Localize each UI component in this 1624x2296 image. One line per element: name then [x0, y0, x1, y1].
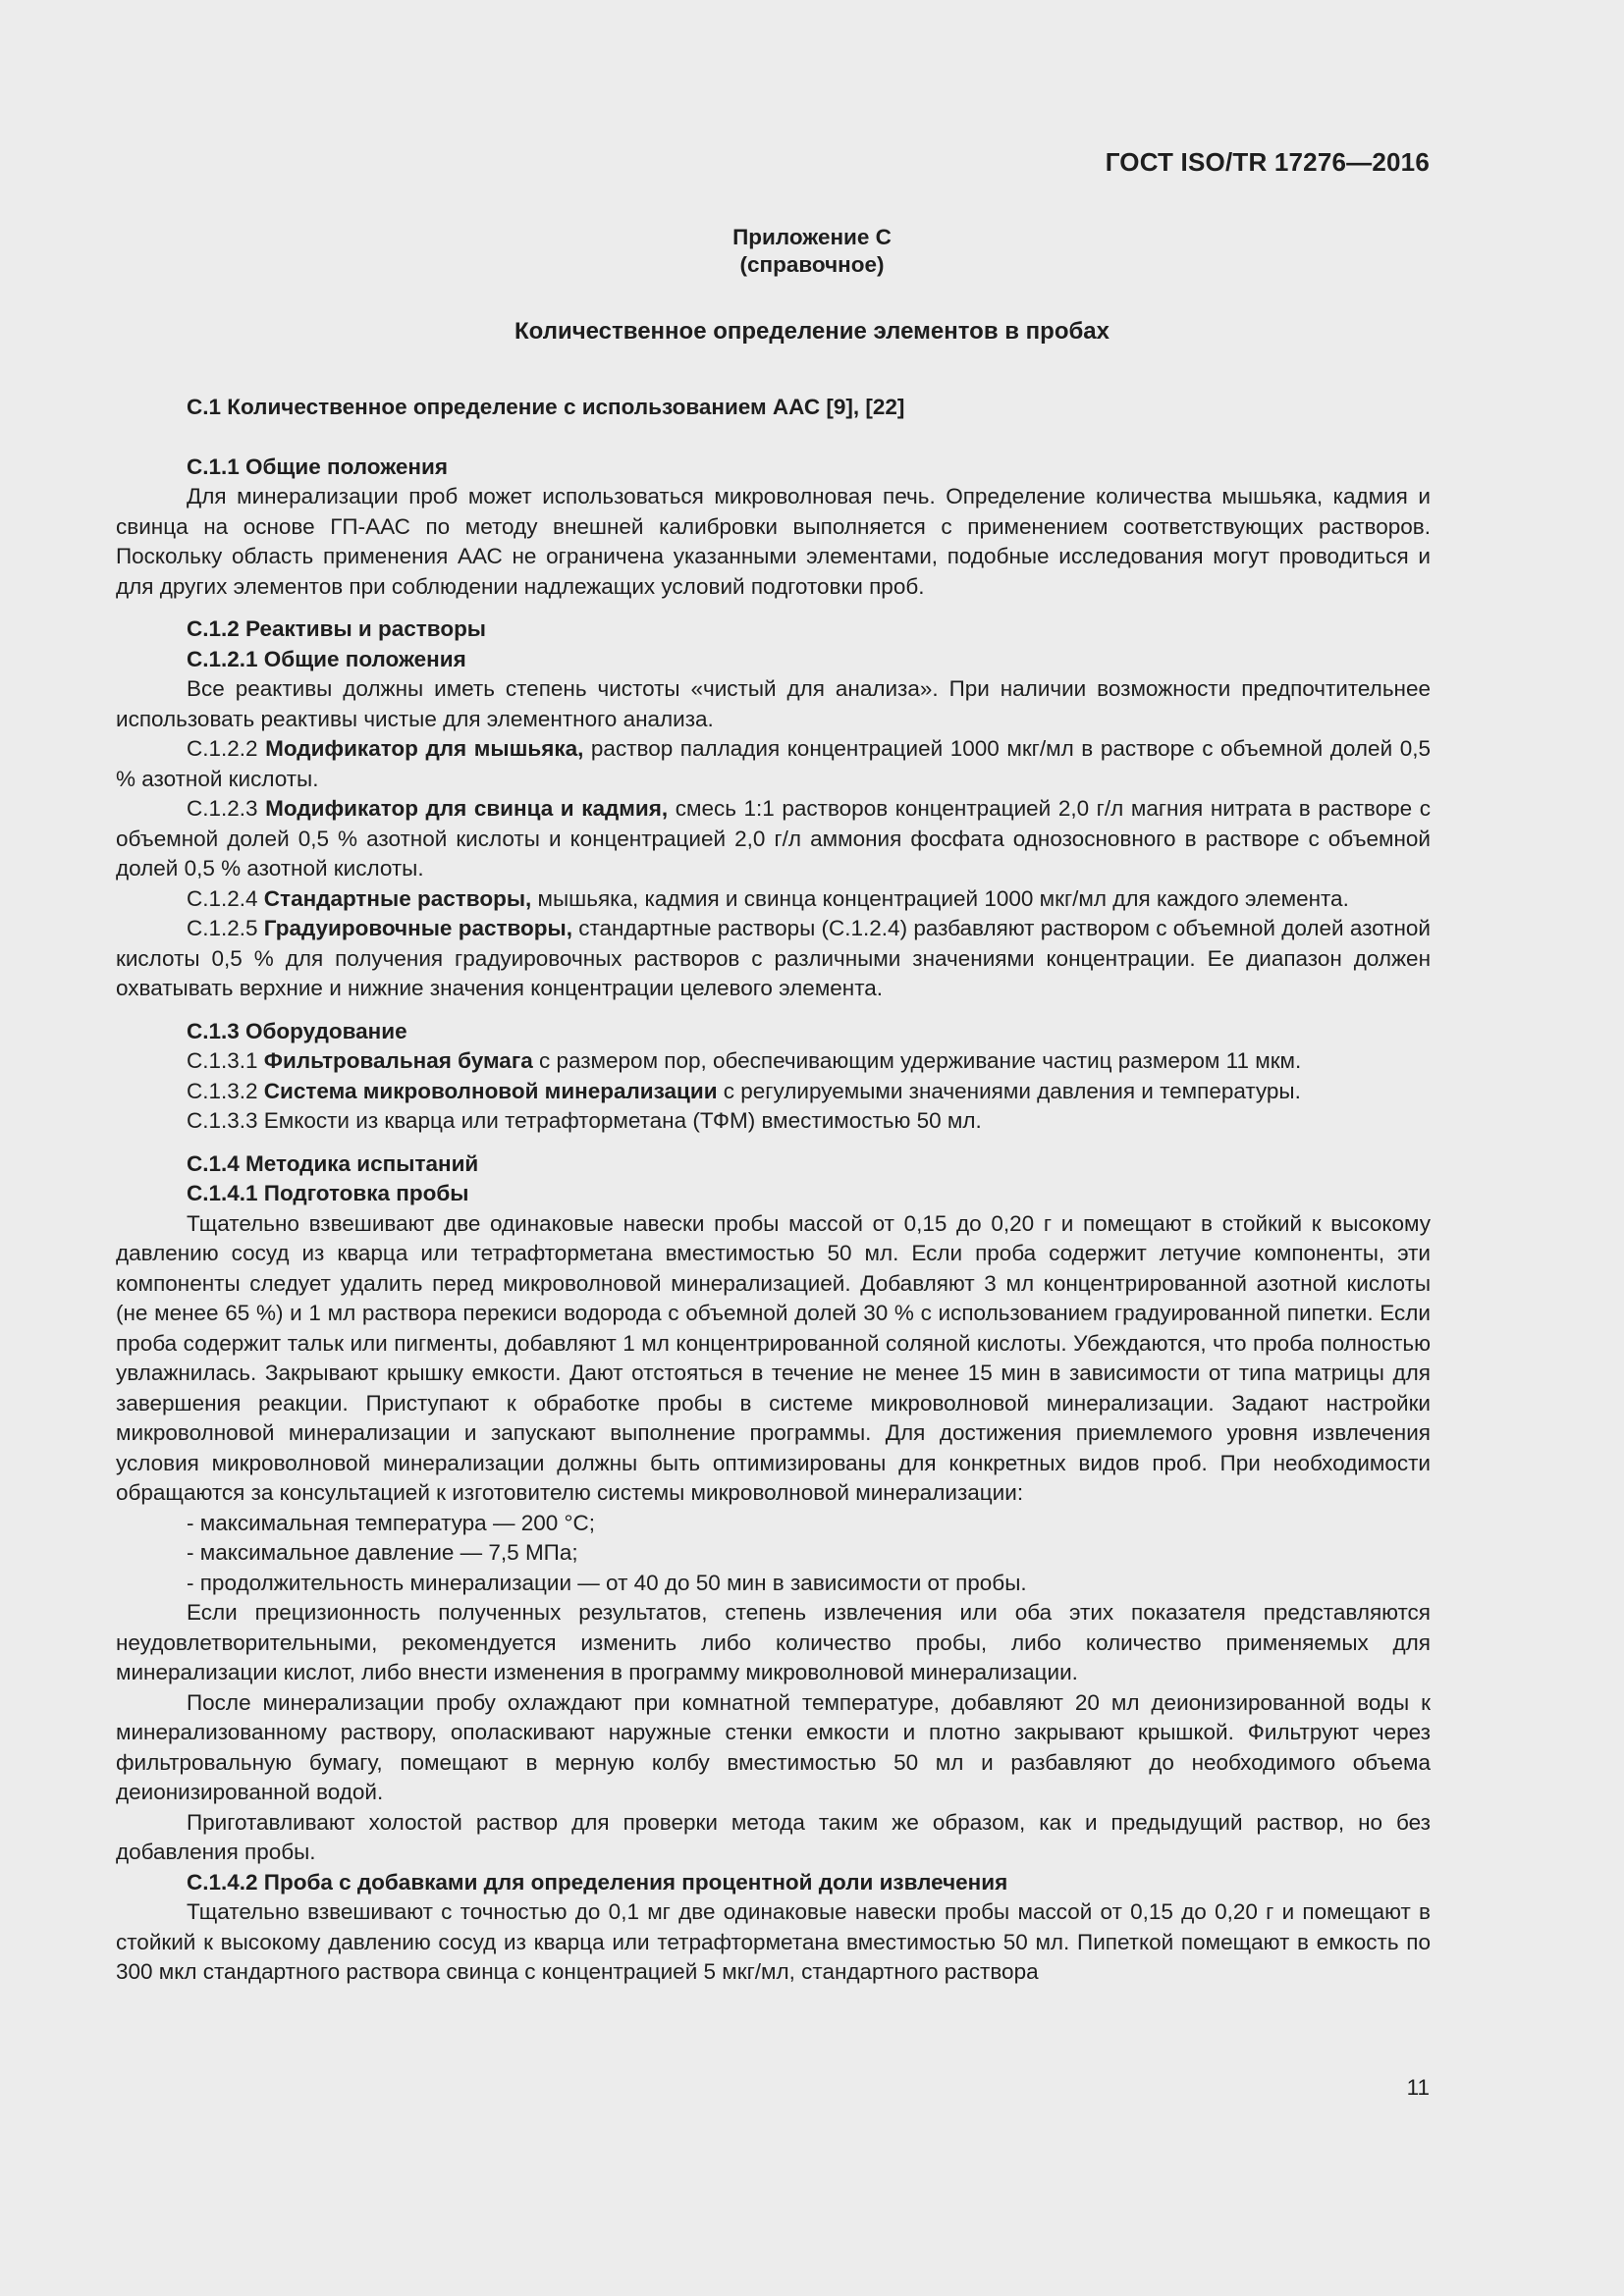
section-c122 [116, 734, 1431, 794]
c124-number: С.1.2.4 [187, 885, 264, 911]
c123-term: Модификатор для свинца и кадмия, [265, 796, 669, 821]
section-c142-text: Тщательно взвешивают с точностью до 0,1 мг две одинаковые навески пробы массой от 0,15 до 0,20 г и помещают в стойкий к высокому давлению сосуд из кварца или тетрафторметана вместимостью 50 мл. Пипеткой помещают в емкость по 300 мкл стандартного раствора свинца с концентрацией 5 мкг/мл, стандартного раствора [116, 1899, 1431, 1984]
appendix-label: Приложение С [732, 225, 892, 249]
list-item: - продолжительность минерализации — от 40 до 50 мин в зависимости от пробы. [187, 1570, 1027, 1595]
c125-term: Градуировочные растворы, [263, 916, 572, 940]
list-item: - максимальная температура — 200 °С; [187, 1510, 595, 1535]
section-c141-text4: Приготавливают холостой раствор для проверки метода таким же образом, как и предыдущий раствор, но без добавления пробы. [116, 1809, 1431, 1864]
c125-text: стандартные растворы (С.1.2.4) разбавляют раствором с объемной долей азотной кислоты 0,5 % для получения градуировочных растворов с различными значениями концентрации. Ее диапазон должен охватывать верхние и нижние значения концентрации целевого элемента. [116, 916, 1431, 1000]
section-c11-heading: С.1.1 Общие положения [187, 454, 448, 479]
c132-number: С.1.3.2 [187, 1078, 264, 1103]
section-c121-heading: С.1.2.1 Общие положения [187, 646, 466, 671]
section-c132 [116, 1077, 1431, 1107]
section-c131 [116, 1046, 1431, 1077]
c131-number: С.1.3.1 [187, 1048, 264, 1073]
appendix-heading [0, 224, 1624, 279]
c131-text: с размером пор, обеспечивающим удерживание частиц размером 11 мкм. [532, 1048, 1302, 1073]
c123-number: С.1.2.3 [187, 796, 266, 821]
section-c133: С.1.3.3 Емкости из кварца или тетрафторметана (ТФМ) вместимостью 50 мл. [187, 1108, 982, 1133]
section-c141-text: Тщательно взвешивают две одинаковые навески пробы массой от 0,15 до 0,20 г и помещают в стойкий к высокому давлению сосуд из кварца или тетрафторметана вместимостью 50 мл. Если проба содержит летучие компоненты, эти компоненты следует удалить перед микроволновой минерализацией. Добавляют 3 мл концентрированной азотной кислоты (не менее 65 %) и 1 мл раствора перекиси водорода с объемной долей 30 % с использованием градуированной пипетки. Если проба содержит тальк или пигменты, добавляют 1 мл концентрированной соляной кислоты. Убеждаются, что проба полностью увлажнилась. Закрывают крышку емкости. Дают отстояться в течение не менее 15 мин в зависимости от типа матрицы для завершения реакции. Приступают к обработке пробы в системе микроволновой минерализации. Задают настройки микроволновой минерализации и запускают выполнение программы. Для достижения приемлемого уровня извлечения условия микроволновой минерализации должны быть оптимизированы для конкретных видов проб. При необходимости обращаются за консультацией к изготовителю системы микроволновой минерализации: [116, 1210, 1431, 1505]
c125-number: С.1.2.5 [187, 916, 264, 940]
section-c141-heading: С.1.4.1 Подготовка пробы [187, 1181, 469, 1205]
c122-term: Модификатор для мышьяка, [265, 736, 584, 761]
section-c1-heading: С.1 Количественное определение с использованием ААС [9], [22] [187, 395, 905, 419]
section-c121-text: Все реактивы должны иметь степень чистоты «чистый для анализа». При наличии возможности предпочтительнее использовать реактивы чистые для элементного анализа. [116, 676, 1431, 731]
c132-term: Система микроволновой минерализации [263, 1078, 718, 1103]
section-c12-heading: С.1.2 Реактивы и растворы [187, 616, 487, 641]
section-c123 [116, 794, 1431, 884]
section-c141-text2: Если прецизионность полученных результатов, степень извлечения или оба этих показателя представляются неудовлетворительными, рекомендуется изменить либо количество пробы, либо количество применяемых для минерализации кислот, либо внести изменения в программу микроволновой минерализации. [116, 1600, 1431, 1684]
section-c11-text: Для минерализации проб может использоваться микроволновая печь. Определение количества мышьяка, кадмия и свинца на основе ГП-ААС по методу внешней калибровки выполняется с применением соответствующих растворов. Поскольку область применения ААС не ограничена указанными элементами, подобные исследования могут проводиться и для других элементов при соблюдении надлежащих условий подготовки проб. [116, 484, 1431, 599]
c122-text: раствор палладия концентрацией 1000 мкг/мл в растворе с объемной долей 0,5 % азотной кислоты. [116, 736, 1431, 791]
c124-text: мышьяка, кадмия и свинца концентрацией 1000 мкг/мл для каждого элемента. [531, 885, 1349, 911]
section-c14-heading: С.1.4 Методика испытаний [187, 1150, 479, 1176]
document-body [116, 393, 1431, 1988]
c132-text: с регулируемыми значениями давления и температуры. [717, 1078, 1301, 1103]
section-c124 [116, 884, 1431, 915]
document-title: Количественное определение элементов в пробах [514, 318, 1110, 345]
standard-code: ГОСТ ISO/TR 17276—2016 [1105, 147, 1430, 177]
appendix-type: (справочное) [739, 252, 885, 277]
section-c13-heading: С.1.3 Оборудование [187, 1018, 407, 1043]
c122-number: С.1.2.2 [187, 736, 266, 761]
section-c142-heading: С.1.4.2 Проба с добавками для определения процентной доли извлечения [187, 1869, 1008, 1895]
c124-term: Стандартные растворы, [263, 885, 532, 911]
c123-text: смесь 1:1 растворов концентрацией 2,0 г/л магния нитрата в растворе с объемной долей 0,5 % азотной кислоты и концентрацией 2,0 г/л аммония фосфата однозосновного в растворе с объемной долей 0,5 % азотной кислоты. [116, 796, 1432, 881]
c131-term: Фильтровальная бумага [263, 1048, 533, 1073]
list-item: - максимальное давление — 7,5 МПа; [187, 1540, 578, 1565]
section-c125 [116, 914, 1431, 1004]
page-number: 11 [1406, 2075, 1430, 2100]
section-c141-text3: После минерализации пробу охлаждают при комнатной температуре, добавляют 20 мл деионизированной воды к минерализованному раствору, ополаскивают наружные стенки емкости и плотно закрывают крышкой. Фильтруют через фильтровальную бумагу, помещают в мерную колбу вместимостью 50 мл и разбавляют до необходимого объема деионизированной водой. [116, 1689, 1431, 1804]
